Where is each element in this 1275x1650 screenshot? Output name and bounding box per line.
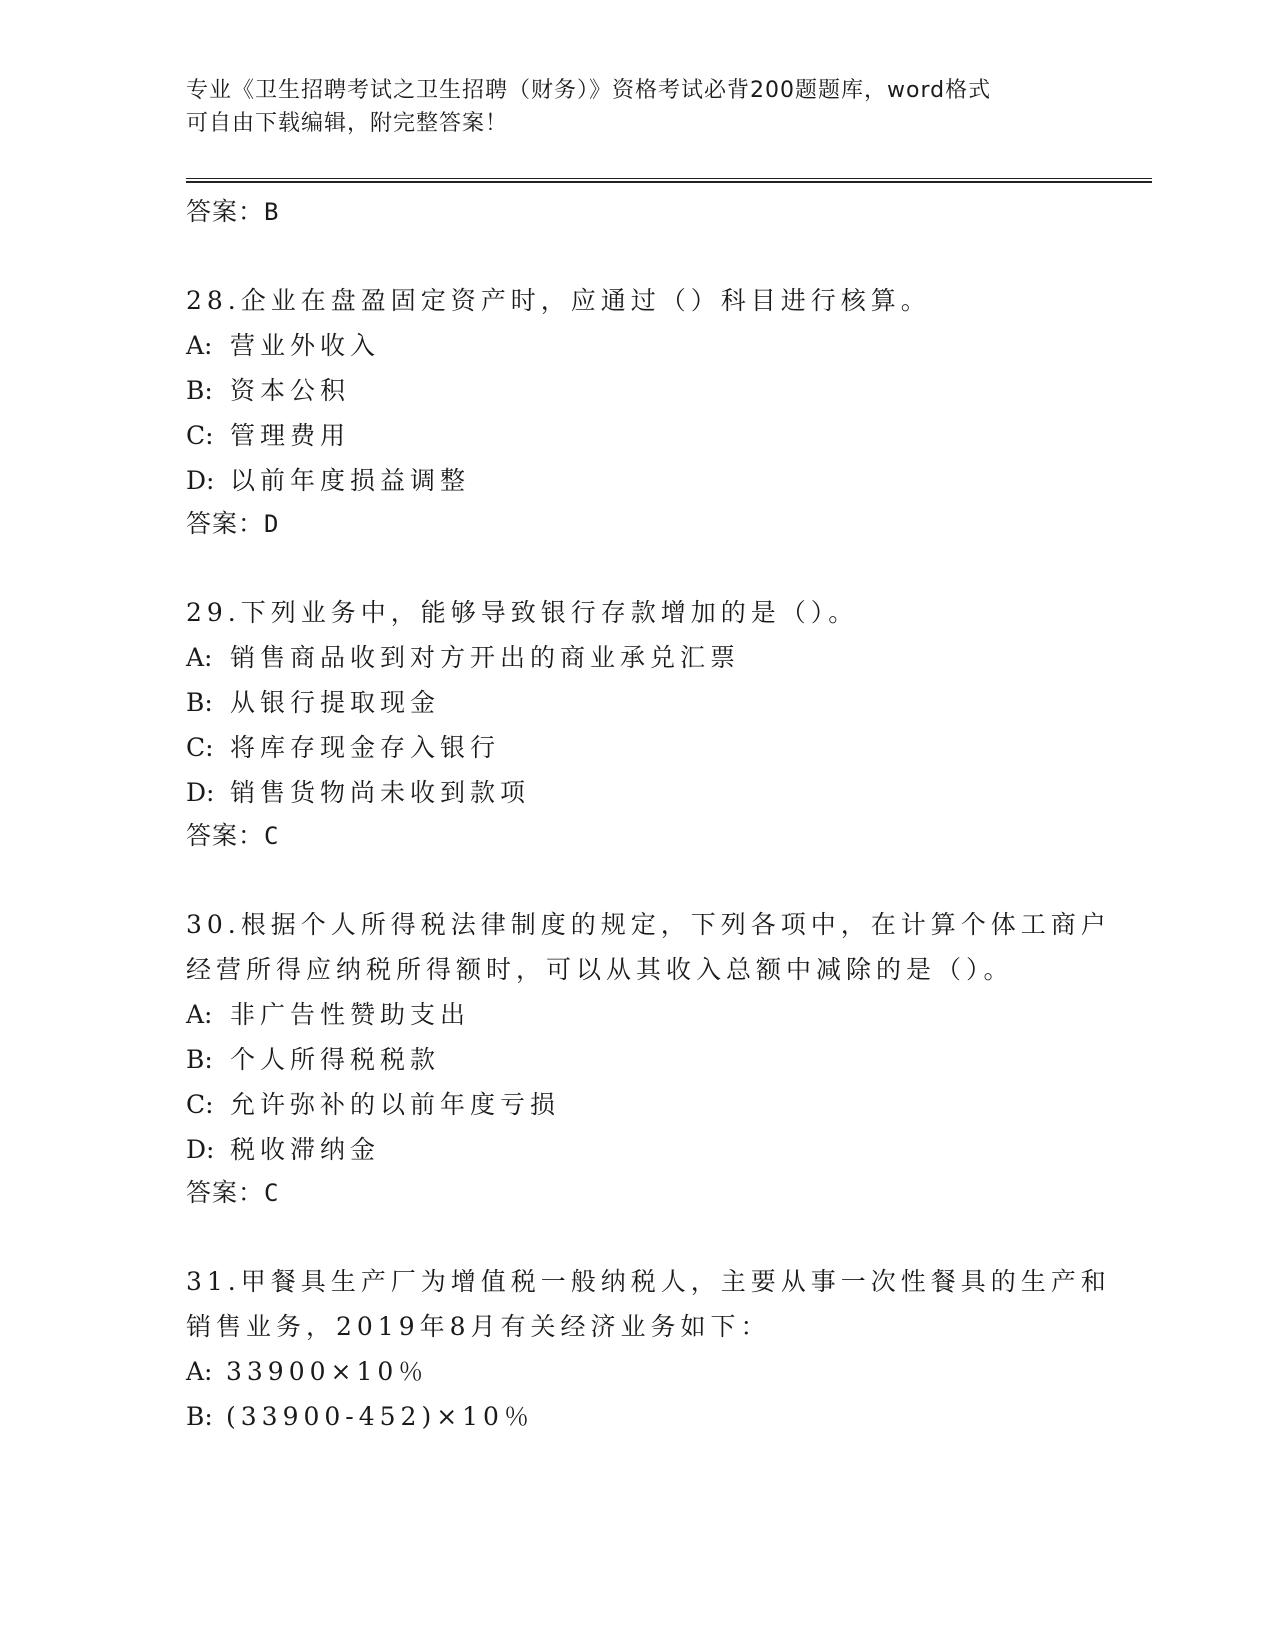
header-line-1: 专业《卫生招聘考试之卫生招聘（财务）》资格考试必背200题题库，word格式 — [186, 78, 992, 103]
option-c — [186, 725, 1086, 770]
option-text: 资本公积 — [230, 376, 351, 405]
option-d — [186, 770, 1086, 815]
option-text: 允许弥补的以前年度亏损 — [230, 1090, 561, 1119]
header-line-2: 可自由下载编辑，附完整答案！ — [186, 111, 509, 136]
question-text: 28.企业在盘盈固定资产时，应通过（）科目进行核算。 — [186, 286, 931, 315]
answer-label: 答案： — [186, 197, 265, 226]
question-block — [186, 278, 1086, 544]
answer-value: C — [264, 822, 280, 850]
answer-value: D — [264, 510, 280, 538]
option-b — [186, 680, 1086, 725]
question-text-continued: 经营所得应纳税所得额时，可以从其收入总额中减除的是（）。 — [186, 955, 1014, 984]
question-text-continued: 销售业务，2019年8月有关经济业务如下： — [186, 1312, 771, 1341]
option-text: 个人所得税税款 — [230, 1045, 441, 1074]
question-text: 29.下列业务中，能够导致银行存款增加的是（）。 — [186, 598, 859, 627]
option-key: C: — [186, 421, 214, 450]
option-a — [186, 992, 1086, 1037]
option-a — [186, 323, 1086, 368]
answer-label: 答案： — [186, 821, 265, 850]
option-key: A: — [186, 331, 213, 360]
option-key: D: — [186, 466, 215, 495]
header-divider-thick — [186, 181, 1152, 183]
option-key: B: — [186, 688, 213, 717]
option-text: 从银行提取现金 — [230, 688, 441, 717]
option-text: 以前年度损益调整 — [230, 466, 471, 495]
option-text: 营业外收入 — [230, 331, 381, 360]
option-text: 税收滞纳金 — [230, 1135, 381, 1164]
option-text: 将库存现金存入银行 — [230, 733, 501, 762]
answer-value: C — [264, 1179, 280, 1207]
answer-line — [186, 1172, 1086, 1213]
option-text: 销售商品收到对方开出的商业承兑汇票 — [230, 643, 741, 672]
answer-label: 答案： — [186, 509, 265, 538]
option-key: A: — [186, 1357, 213, 1386]
option-key: B: — [186, 1045, 213, 1074]
option-text: 非广告性赞助支出 — [230, 1000, 471, 1029]
option-b — [186, 1394, 1086, 1439]
option-key: B: — [186, 376, 213, 405]
option-key: D: — [186, 778, 215, 807]
answer-line — [186, 191, 1086, 232]
option-c — [186, 413, 1086, 458]
answer-line — [186, 503, 1086, 544]
option-d — [186, 1127, 1086, 1172]
question-block — [186, 590, 1086, 856]
question-text: 31.甲餐具生产厂为增值税一般纳税人，主要从事一次性餐具的生产和 — [186, 1267, 1111, 1296]
option-key: B: — [186, 1402, 213, 1431]
option-key: C: — [186, 1090, 214, 1119]
option-key: A: — [186, 643, 213, 672]
document-header — [186, 74, 1086, 140]
question-text: 30.根据个人所得税法律制度的规定，下列各项中，在计算个体工商户 — [186, 910, 1111, 939]
question-list — [186, 191, 1111, 1439]
answer-label: 答案： — [186, 1178, 265, 1207]
option-text: 33900×10％ — [226, 1357, 429, 1386]
option-a — [186, 1349, 1086, 1394]
option-key: C: — [186, 733, 214, 762]
option-b — [186, 368, 1086, 413]
question-block — [186, 1259, 1111, 1439]
answer-value: B — [264, 198, 280, 226]
header-divider-thin — [186, 178, 1152, 179]
question-block — [186, 902, 1111, 1213]
option-d — [186, 458, 1086, 503]
option-text: 销售货物尚未收到款项 — [230, 778, 531, 807]
answer-line — [186, 815, 1086, 856]
option-c — [186, 1082, 1086, 1127]
option-key: D: — [186, 1135, 215, 1164]
option-key: A: — [186, 1000, 213, 1029]
option-text: (33900-452)×10％ — [226, 1402, 534, 1431]
option-b — [186, 1037, 1086, 1082]
option-a — [186, 635, 1086, 680]
option-text: 管理费用 — [230, 421, 351, 450]
